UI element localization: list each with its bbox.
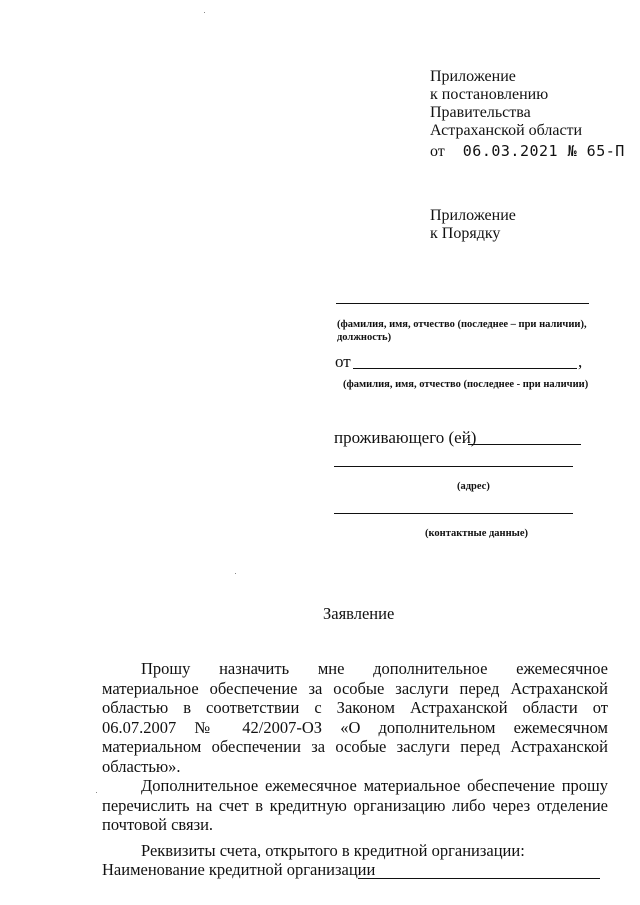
appendix-to-procedure (430, 207, 516, 243)
from-suffix-comma: , (578, 352, 583, 371)
appendix-line-3: Правительства (430, 104, 531, 121)
appendix-line-2: к постановлению (430, 86, 549, 103)
residing-blank[interactable] (468, 444, 581, 445)
official-name-blank[interactable] (336, 303, 589, 304)
application-body (102, 659, 608, 880)
from-label: от (335, 352, 351, 371)
bank-name-label: Наименование кредитной организации (102, 860, 376, 879)
caption-name-position-line-2: должность) (337, 332, 392, 343)
bank-name-row (102, 860, 608, 880)
decree-date-stamp: 06.03.2021 № 65-П (462, 142, 625, 160)
document-title: Заявление (323, 604, 395, 623)
scan-speck (204, 12, 205, 13)
bank-name-blank[interactable] (358, 878, 600, 879)
caption-address: (адрес) (457, 481, 490, 492)
residing-label: проживающего (ей) (334, 428, 477, 447)
caption-name-position-line-1: (фамилия, имя, отчество (последнее – при наличии), (337, 319, 587, 330)
decree-date-line (430, 142, 625, 161)
scan-speck (96, 792, 97, 793)
address-blank[interactable] (334, 466, 573, 467)
paragraph-payment-method: Дополнительное ежемесячное материальное обеспечение прошу перечислить на счет в кредитную организацию либо через отделение почтовой связи. (102, 776, 608, 834)
appendix-header (430, 68, 625, 161)
paragraph-account-details: Реквизиты счета, открытого в кредитной организации: (141, 840, 525, 860)
appendix-line-4: Астраханской области (430, 122, 583, 139)
caption-contacts: (контактные данные) (425, 528, 529, 539)
appendix2-line-2: к Порядку (430, 225, 501, 242)
appendix2-line-1: Приложение (430, 207, 516, 224)
scan-speck (235, 573, 236, 574)
date-prefix: от (430, 143, 445, 160)
paragraph-request: Прошу назначить мне дополнительное ежемесячное материальное обеспечение за особые заслуги перед Астраханской областью в соответствии с Законом Астраханской области от 06.07.2007 № 42/2007-ОЗ «О дополнительном ежемесячном материальном обеспечении за особые заслуги перед Астраханской областью». (102, 659, 608, 776)
caption-name-position (337, 318, 587, 344)
contacts-blank[interactable] (334, 513, 573, 514)
applicant-name-blank[interactable] (353, 368, 577, 369)
appendix-line-1: Приложение (430, 68, 516, 85)
caption-applicant-name: (фамилия, имя, отчество (последнее - при наличии) (343, 379, 589, 390)
